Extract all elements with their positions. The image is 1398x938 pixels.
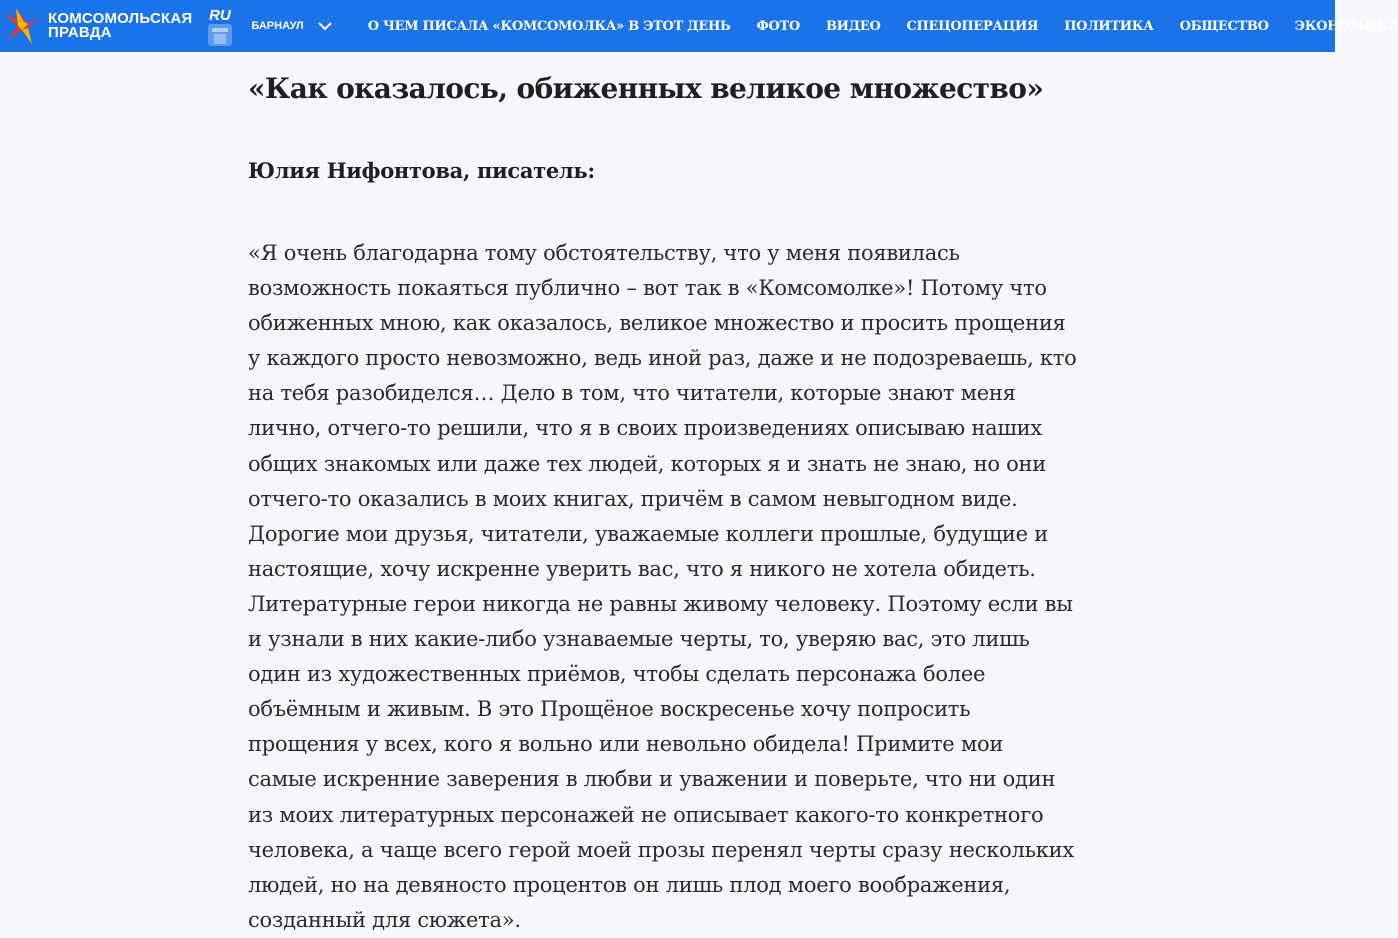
- site-logo[interactable]: [0, 0, 240, 52]
- nav-item-photo[interactable]: ФОТО: [756, 18, 800, 34]
- star-logo-icon: [2, 6, 42, 46]
- main-menu: [368, 0, 1398, 52]
- logo-line-2: ПРАВДА: [48, 24, 112, 41]
- ru-badge-text: RU: [209, 7, 232, 24]
- nav-item-this-day[interactable]: О ЧЕМ ПИСАЛА «КОМСОМОЛКА» В ЭТОТ ДЕНЬ: [367, 18, 731, 34]
- quote-body: «Я очень благодарна тому обстоятельству, что у меня появилась возможность покаяться публично – вот так в «Комсомолке»! Потому что обиженных мною, как оказалось, великое множество и просить прощения у каждого просто невозможно, ведь иной раз, даже и не подозреваешь, кто на тебя разобиделся… Дело в том, что читатели, которые знают меня лично, отчего-то решили, что я в своих произведениях описываю наших общих знакомых или даже тех людей, которых я и знать не знаю, но они отчего-то оказались в моих книгах, причём в самом невыгодном виде. Дорогие мои друзья, читатели, уважаемые коллеги прошлые, будущие и настоящие, хочу искренне уверить вас, что я никого не хотела обидеть. Литературные герои никогда не равны живому человеку. Поэтому если вы и узнали в них какие-либо узнаваемые черты, то, уверяю вас, это лишь один из художественных приёмов, чтобы сделать персонажа более объёмным и живым. В это Прощёное воскресенье хочу попросить прощения у всех, кого я вольно или невольно обидела! Примите мои самые искренние заверения в любви и уважении и поверьте, что ни один из моих литературных персонажей не описывает какого-то конкретного человека, а чаще всего герой моей прозы перенял черты сразу нескольких людей, но на девяносто процентов он лишь плод моего воображения, созданный для сюжета».: [248, 241, 1077, 932]
- article-section: [248, 68, 1078, 938]
- nav-item-society[interactable]: ОБЩЕСТВО: [1179, 18, 1269, 34]
- nav-item-politics[interactable]: ПОЛИТИКА: [1064, 18, 1154, 34]
- nav-item-special-operation[interactable]: СПЕЦОПЕРАЦИЯ: [906, 18, 1039, 34]
- nav-item-video[interactable]: ВИДЕО: [825, 18, 881, 34]
- nav-item-economy[interactable]: ЭКОНОМИКА: [1294, 18, 1398, 34]
- ru-badge-icon: [200, 2, 240, 50]
- chevron-down-icon: [318, 21, 332, 31]
- quote-author: Юлия Нифонтова, писатель:: [248, 158, 595, 183]
- city-selector[interactable]: [240, 8, 341, 44]
- logo-wordmark: [48, 12, 192, 40]
- logo-line-1: КОМСОМОЛЬСКАЯ: [48, 10, 193, 27]
- city-selector-label: БАРНАУЛ: [251, 20, 304, 32]
- article-subheading: «Как оказалось, обиженных великое множество»: [248, 72, 1044, 105]
- top-navigation-bar: [0, 0, 1398, 52]
